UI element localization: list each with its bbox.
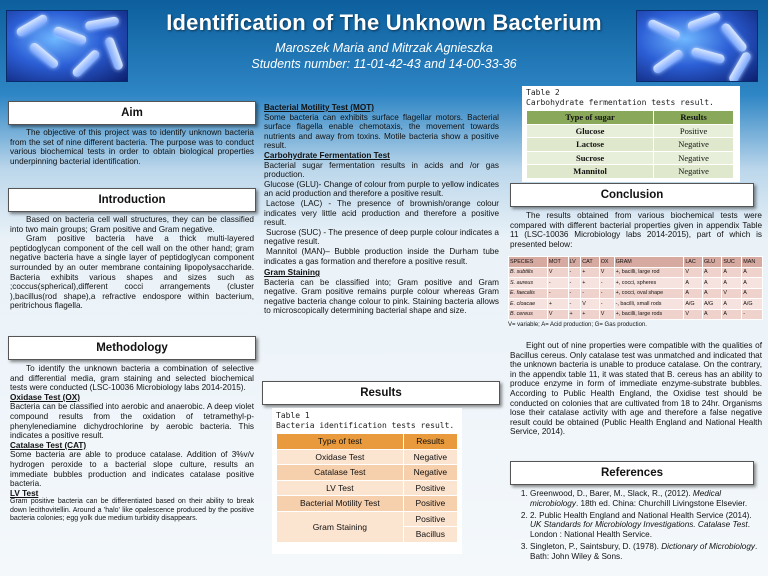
conclusion-header: Conclusion	[510, 183, 754, 207]
oxidase-text: Bacteria can be classified into aerobic and anaerobic. A deep violet compound results from the oxidation of tetramethyl-p-phenylenediamine dichydrochlorine by aerobic bacteria. This indicates a positive result.	[10, 402, 254, 441]
table-cell: A	[722, 267, 742, 278]
table-cell: +, cocci, spheres	[614, 278, 684, 289]
table-cell: +	[568, 309, 581, 320]
table-cell: -	[568, 267, 581, 278]
table-cell: -	[547, 278, 568, 289]
poster-authors: Maroszek Maria and Mitrzak Agnieszka	[275, 41, 493, 55]
reference-item	[530, 489, 762, 509]
aim-paragraph: The objective of this project was to identify unknown bacteria from the set of nine different bacteria. The purpose was to conduct various biochemical tests in order to obtain biological properties underpinning bacterial identification.	[10, 128, 254, 166]
aim-text	[10, 128, 254, 166]
table-cell: -	[568, 288, 581, 299]
table-cell: V	[599, 267, 614, 278]
results-header: Results	[262, 381, 500, 405]
table-row	[527, 151, 734, 165]
table-cell: Positive	[403, 496, 457, 512]
table-cell: -	[581, 288, 599, 299]
methodology-intro: To identify the unknown bacteria a combination of selective and differential media, gram staining and selected biochemical tests were conducted (LSC-10036 Microbiology labs 2014-2015).	[10, 364, 254, 393]
table-row	[509, 288, 763, 299]
table-cell: Negative	[403, 465, 457, 481]
table-row	[277, 465, 458, 481]
table-cell: A	[722, 299, 742, 310]
table-cell: -	[599, 278, 614, 289]
reference-text: Greenwood, D., Barer, M., Slack, R., (2012).	[530, 489, 693, 498]
table-cell: A	[702, 267, 721, 278]
table-2	[522, 86, 740, 182]
table-cell: V	[684, 267, 703, 278]
species-table-note: V= variable; A= Acid production; G= Gas production.	[508, 322, 647, 328]
gram-title: Gram Staining	[264, 268, 320, 278]
table-cell: A	[722, 278, 742, 289]
table-cell: Sucrose	[527, 151, 654, 165]
table-cell: B. subtilis	[509, 267, 548, 278]
lv-title: LV Test	[10, 488, 39, 498]
table-1	[272, 408, 462, 554]
carbohydrate-title: Carbohydrate Fermentation Test	[264, 150, 390, 160]
table-cell: V	[581, 299, 599, 310]
table-cell: A	[702, 278, 721, 289]
table-cell: Oxidase Test	[277, 449, 404, 465]
gram-text: Bacteria can be classified into; Gram positive and Gram negative. Gram positive remains purple colour whereas Gram negative bacteria change colour to pink. Staining bacteria allows to microscopically determining bacterial shape and size.	[264, 277, 499, 316]
table-cell: +, cocci, oval shape	[614, 288, 684, 299]
table-cell: -	[742, 309, 763, 320]
table-cell: Bacterial Motility Test	[277, 496, 404, 512]
middle-text	[264, 103, 499, 316]
table-row	[527, 138, 734, 152]
table-cell: A	[742, 278, 763, 289]
mannitol-text: Mannitol (MAN)– Bubble production inside the Durham tube indicates a gas formation and therefore a positive result.	[264, 246, 499, 266]
table-row	[277, 449, 458, 465]
table-cell: V	[684, 309, 703, 320]
table-cell: V	[722, 288, 742, 299]
catalase-text: Some bacteria are able to produce catalase. Addition of 3%v/v hydrogen peroxide to a bacterial slope culture, results an immediate bubbles production and indicates catalase positive bacteria.	[10, 450, 254, 489]
table-cell: Positive	[403, 480, 457, 496]
table-2-header: Type of sugar	[527, 111, 654, 125]
table-cell: Negative	[654, 151, 734, 165]
table-cell: Positive	[654, 124, 734, 138]
table-row	[277, 496, 458, 512]
table-cell: Positive	[403, 511, 457, 527]
table-row	[527, 124, 734, 138]
poster-header	[0, 0, 768, 90]
table-cell: -	[547, 288, 568, 299]
table-cell: Catalase Test	[277, 465, 404, 481]
aim-header: Aim	[8, 101, 256, 125]
species-table	[508, 256, 763, 320]
table-cell: +	[581, 309, 599, 320]
sugar-results-table	[526, 110, 734, 179]
bacteria-image-right	[636, 10, 758, 82]
table-2-header: Results	[654, 111, 734, 125]
glucose-text: Glucose (GLU)- Change of colour from purple to yellow indicates an acid production and therefore a positive result.	[264, 179, 499, 199]
reference-title: Medical microbiology	[530, 489, 722, 508]
table-row	[509, 299, 763, 310]
reference-item	[530, 542, 762, 562]
table-1-header: Results	[403, 434, 457, 450]
table-cell: +	[581, 278, 599, 289]
lactose-text: Lactose (LAC) - The presence of brownish/orange colour indicates very little acid production and therefore a positive result.	[264, 198, 499, 228]
sucrose-text: Sucrose (SUC) - The presence of deep purple colour indicates a negative result.	[264, 227, 499, 247]
table-row	[509, 278, 763, 289]
table-cell: -	[568, 278, 581, 289]
introduction-text	[10, 215, 254, 311]
table-row	[277, 511, 458, 527]
table-cell: -	[599, 299, 614, 310]
table-cell: V	[547, 309, 568, 320]
reference-text: . 18th ed. China: Churchill Livingstone Elsevier.	[575, 498, 748, 508]
table-cell: E. cloacae	[509, 299, 548, 310]
table-cell: Mannitol	[527, 165, 654, 179]
species-header: SUC	[722, 257, 742, 268]
table-cell: Negative	[403, 449, 457, 465]
table-1-subcaption: Bacteria identification tests result.	[276, 421, 455, 430]
conclusion-intro	[510, 211, 762, 249]
table-cell: -	[568, 299, 581, 310]
motility-text: Some bacteria can exhibits surface flagellar motors. Bacterial surface flagella enable chemotaxis, the movement towards nutrients and away from toxins. Motile bacteria show a positive result.	[264, 112, 499, 151]
table-cell: V	[599, 309, 614, 320]
bacteria-image-left	[6, 10, 128, 82]
table-cell: A	[684, 278, 703, 289]
references-header: References	[510, 461, 754, 485]
table-cell: A	[684, 288, 703, 299]
table-cell: E. faecalis	[509, 288, 548, 299]
methodology-header: Methodology	[8, 336, 256, 360]
table-cell: V	[547, 267, 568, 278]
oxidase-title: Oxidase Test (OX)	[10, 392, 80, 402]
references-list	[512, 489, 762, 564]
table-cell: A/G	[684, 299, 703, 310]
table-2-subcaption: Carbohydrate fermentation tests result.	[526, 98, 714, 107]
table-row	[509, 267, 763, 278]
table-row	[509, 309, 763, 320]
table-row	[277, 480, 458, 496]
table-cell: Bacillus	[403, 527, 457, 543]
table-cell: -	[599, 288, 614, 299]
catalase-title: Catalase Test (CAT)	[10, 440, 87, 450]
methodology-text	[10, 364, 254, 524]
table-cell: Negative	[654, 138, 734, 152]
species-header: MAN	[742, 257, 763, 268]
conclusion-discussion	[510, 341, 762, 437]
table-cell: A	[742, 288, 763, 299]
table-cell: A	[702, 309, 721, 320]
introduction-paragraph-1: Based on bacteria cell wall structures, they can be classified into two main groups; Gram positive and Gram negative.	[10, 215, 254, 234]
species-header: CAT	[581, 257, 599, 268]
table-cell: A	[742, 267, 763, 278]
test-results-table	[276, 433, 458, 543]
species-header: SPECIES	[509, 257, 548, 268]
introduction-paragraph-2: Gram positive bacteria have a thick multi-layered peptidoglycan component of the cell wall on the other hand; gram negative bacteria have a single layer of peptidoglycan component surrounded by an outer membrane containing lipopolysaccharide. Bacteria exhibits various shapes and sizes such as ;coccus(spherical),different cocci arrangements (cluster ),bacillus(rod shape),a refractive endospore within bacterium, peritrichous flagella.	[10, 234, 254, 311]
table-row	[527, 165, 734, 179]
conclusion-paragraph-1: The results obtained from various biochemical tests were compared with different bacterial properties given in appendix Table 11 (LSC-10036 Microbiology labs 2014-2015), part of which is presented below:	[510, 211, 762, 249]
species-header: GLU	[702, 257, 721, 268]
table-cell: +, bacilli, large rods	[614, 309, 684, 320]
gram-staining-cell: Gram Staining	[277, 511, 404, 542]
reference-text: . Bath: John Wiley & Sons.	[530, 541, 758, 561]
table-2-caption: Table 2	[526, 88, 560, 97]
table-cell: A	[702, 288, 721, 299]
table-cell: S. aureus	[509, 278, 548, 289]
lv-text: Gram positive bacteria can be differentiated based on their ability to break down lecithovitellin. Around a 'halo' like opalescence produced by the positive bacteria colonies; egg yolk due medium turbidity disappears.	[10, 498, 254, 523]
table-cell: A	[722, 309, 742, 320]
species-header: LV	[568, 257, 581, 268]
species-header: LAC	[684, 257, 703, 268]
reference-title: Dictionary of Microbiology	[661, 541, 755, 551]
species-header: OX	[599, 257, 614, 268]
motility-title: Bacterial Motility Test (MOT)	[264, 103, 374, 112]
table-1-caption: Table 1	[276, 411, 310, 420]
species-header: MOT	[547, 257, 568, 268]
carbohydrate-text: Bacterial sugar fermentation results in acids and /or gas production.	[264, 160, 499, 180]
table-cell: -, bacilli, small rods	[614, 299, 684, 310]
table-cell: +, bacilli, large rod	[614, 267, 684, 278]
table-cell: Negative	[654, 165, 734, 179]
species-header: GRAM	[614, 257, 684, 268]
table-cell: B. cereus	[509, 309, 548, 320]
reference-title: UK Standards for Microbiology Investigations. Catalase Test	[530, 520, 748, 530]
reference-text: 2. Public Health England and National Health Service (2014).	[530, 510, 752, 520]
table-cell: A/G	[702, 299, 721, 310]
table-1-header: Type of test	[277, 434, 404, 450]
table-cell: Lactose	[527, 138, 654, 152]
poster-title: Identification of The Unknown Bacterium	[166, 10, 602, 35]
table-cell: +	[547, 299, 568, 310]
reference-item	[530, 511, 762, 540]
table-cell: Glucose	[527, 124, 654, 138]
table-cell: +	[581, 267, 599, 278]
species-table-box	[508, 256, 763, 328]
table-cell: A/G	[742, 299, 763, 310]
poster-student-numbers: Students number: 11-01-42-43 and 14-00-33-36	[251, 57, 517, 71]
reference-text: . London : National Health Service.	[530, 520, 750, 540]
introduction-header: Introduction	[8, 188, 256, 212]
reference-text: Singleton, P., Saintsbury, D. (1978).	[530, 541, 662, 551]
conclusion-paragraph-2: Eight out of nine properties were compatible with the qualities of Bacillus cereus. Only catalase test was unmatched and indicated that the unknown bacteria is unable to produce catalase. On the contrary, in the appendix table 11, it was stated that B. cereus has an ability to produce enzyme in form of immediate enzyme-substrate bubbles. According to Public Health England, the Oxidise test should be conducted on colonies that are cultivated from 18 to 24hr. Organisms lose their catalase activity with age and therefore a false negative result could be obtained (Public Health England and National Health Service, 2014).	[510, 341, 762, 437]
table-cell: LV Test	[277, 480, 404, 496]
